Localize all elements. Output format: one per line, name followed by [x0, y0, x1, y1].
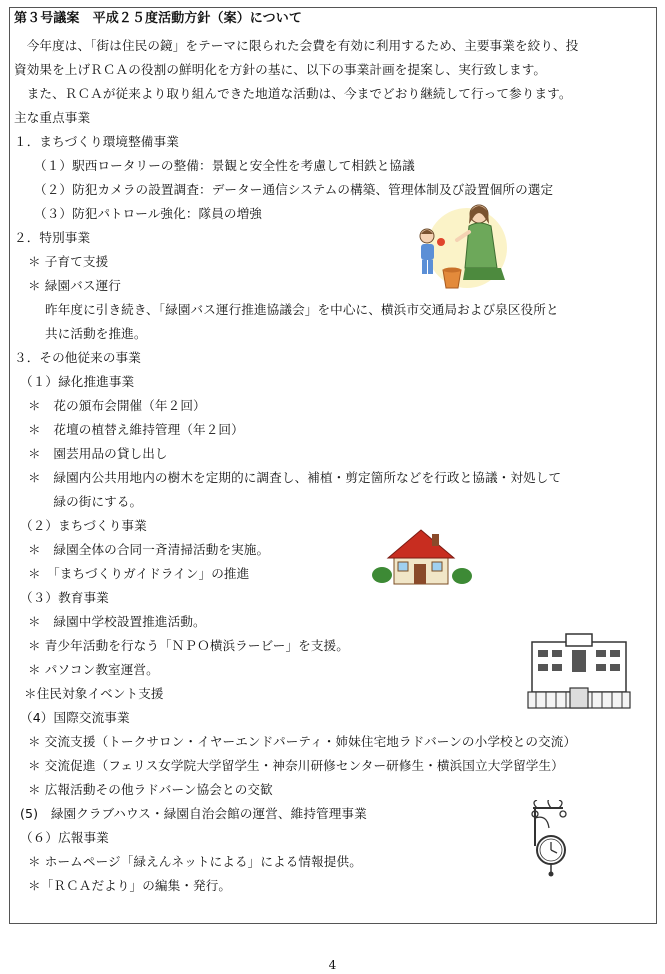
sub-6-item: ＊ ホームページ「緑えんネットによる」による情報提供。: [28, 854, 362, 869]
intro-line-3: また、ＲＣＡが従来より取り組んできた地道な活動は、今までどおり継続して行って参ります。: [14, 86, 572, 101]
section-1-heading: １．まちづくり環境整備事業: [14, 134, 179, 149]
section-1-item: （２）防犯カメラの設置調査：データー通信システムの構築、管理体制及び設置個所の選定: [34, 182, 554, 197]
sub-1-item: ＊ 園芸用品の貸し出し: [28, 446, 168, 461]
section-1-item: （１）駅西ロータリーの整備：景観と安全性を考慮して相鉄と協議: [34, 158, 415, 173]
sub-2-item: ＊ 「まちづくりガイドライン」の推進: [28, 566, 250, 581]
sub-4-heading: （4）国際交流事業: [20, 710, 130, 725]
document-title: 第３号議案 平成２５度活動方針（案）について: [14, 11, 302, 26]
sub-1-item: ＊ 緑園内公共用地内の樹木を定期的に調査し、補植・剪定箇所などを行政と協議・対処して: [28, 470, 562, 485]
sub-4-item: ＊ 交流促進（フェリス女学院大学留学生・神奈川研修センター研修生・横浜国立大学留学生）: [28, 758, 564, 773]
sub-3-item: ＊住民対象イベント支援: [24, 686, 164, 701]
sub-6-item: ＊「ＲＣＡだより」の編集・発行。: [28, 878, 232, 893]
section-2-item: ＊ 子育て支援: [28, 254, 109, 269]
sub-6-heading: （６）広報事業: [20, 830, 109, 845]
section-2-item: 共に活動を推進。: [45, 326, 147, 341]
sub-5-heading: (5) 緑園クラブハウス・緑園自治会館の運営、維持管理事業: [20, 806, 367, 821]
sub-4-item: ＊ 交流支援（トークサロン・イヤーエンドパーティ・姉妹住宅地ラドバーンの小学校との交流）: [28, 734, 577, 749]
sub-4-item: ＊ 広報活動その他ラドバーン協会との交歓: [28, 782, 273, 797]
intro-line-2: 資効果を上げＲＣＡの役割の鮮明化を方針の基に、以下の事業計画を提案し、実行致します。: [14, 62, 547, 77]
sub-1-item: ＊ 花壇の植替え維持管理（年２回）: [28, 422, 244, 437]
section-2-heading: ２．特別事業: [14, 230, 91, 245]
sub-3-heading: （３）教育事業: [20, 590, 109, 605]
house-illustration: [370, 528, 474, 588]
section-1-item: （３）防犯パトロール強化：隊員の増強: [34, 206, 262, 221]
section-2-item: 昨年度に引き続き、「緑園バス運行推進協議会」を中心に、横浜市交通局および泉区役所と: [45, 302, 559, 317]
sub-1-heading: （１）緑化推進事業: [20, 374, 135, 389]
section-2-item: ＊ 緑園バス運行: [28, 278, 121, 293]
sub-3-item: ＊ 青少年活動を行なう「ＮＰＯ横浜ラービー」を支援。: [28, 638, 349, 653]
section-3-heading: ３．その他従来の事業: [14, 350, 141, 365]
sub-3-item: ＊ パソコン教室運営。: [28, 662, 159, 677]
sub-2-item: ＊ 緑園全体の合同一斉清掃活動を実施。: [28, 542, 270, 557]
school-building-illustration: [526, 632, 632, 710]
clock-illustration: [527, 800, 573, 878]
sub-2-heading: （２）まちづくり事業: [20, 518, 147, 533]
main-heading: 主な重点事業: [14, 110, 91, 125]
sub-1-item: 緑の街にする。: [28, 494, 143, 509]
mother-child-illustration: [405, 196, 515, 296]
sub-1-item: ＊ 花の頒布会開催（年２回）: [28, 398, 206, 413]
intro-line-1: 今年度は、「街は住民の鏡」をテーマに限られた会費を有効に利用するため、主要事業を絞り、投: [14, 38, 579, 53]
sub-3-item: ＊ 緑園中学校設置推進活動。: [28, 614, 206, 629]
page-number: 4: [328, 958, 337, 972]
